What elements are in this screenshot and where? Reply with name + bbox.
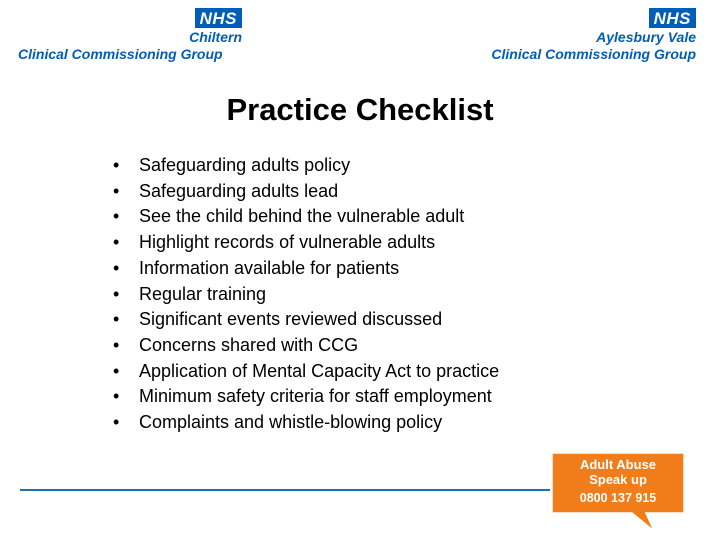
- bullet-icon: •: [113, 257, 120, 278]
- bullet-icon: •: [113, 386, 120, 407]
- logo-org-name: Chiltern: [189, 29, 242, 45]
- checklist-item-label: Information available for patients: [139, 257, 400, 278]
- checklist-item-label: Significant events reviewed discussed: [139, 309, 443, 330]
- bullet-icon: •: [113, 283, 120, 304]
- checklist-item: [111, 359, 499, 385]
- checklist-item-label: Highlight records of vulnerable adults: [139, 232, 436, 253]
- badge-line2: Speak up: [589, 472, 647, 487]
- checklist: [111, 153, 499, 436]
- checklist-item-label: Concerns shared with CCG: [139, 334, 359, 355]
- bullet-icon: •: [113, 360, 120, 381]
- bullet-icon: •: [113, 334, 120, 355]
- checklist-item: [111, 256, 499, 282]
- checklist-item-label: Safeguarding adults policy: [139, 155, 351, 175]
- checklist-item: [111, 384, 499, 410]
- bullet-icon: •: [113, 309, 120, 330]
- checklist-item-label: Application of Mental Capacity Act to practice: [139, 360, 500, 381]
- bullet-icon: •: [113, 206, 120, 227]
- checklist-item-label: See the child behind the vulnerable adult: [139, 206, 465, 227]
- checklist-item: [111, 179, 499, 205]
- checklist-item-label: Regular training: [139, 283, 267, 304]
- checklist-item: [111, 230, 499, 256]
- aylesbury-vale-ccg-logo: [491, 8, 696, 63]
- checklist-item: [111, 153, 499, 179]
- bullet-icon: •: [113, 412, 120, 433]
- checklist-item-label: Safeguarding adults lead: [139, 180, 339, 201]
- divider: [20, 489, 550, 491]
- checklist-item: [111, 410, 499, 436]
- checklist-item-label: Minimum safety criteria for staff employment: [139, 386, 492, 407]
- page-title: Practice Checklist: [226, 92, 494, 127]
- checklist-item: [111, 204, 499, 230]
- bullet-icon: •: [113, 180, 120, 201]
- badge-line1: Adult Abuse: [579, 457, 657, 472]
- bullet-icon: •: [113, 155, 120, 175]
- checklist-item: [111, 307, 499, 333]
- logo-org-group: Clinical Commissioning Group: [491, 46, 696, 62]
- checklist-item: [111, 333, 499, 359]
- nhs-badge: NHS: [649, 8, 696, 28]
- bullet-icon: •: [113, 232, 120, 253]
- checklist-item-label: Complaints and whistle-blowing policy: [139, 412, 443, 433]
- logo-org-name: Aylesbury Vale: [596, 29, 696, 45]
- adult-abuse-badge: [548, 451, 688, 533]
- nhs-badge: NHS: [195, 8, 242, 28]
- badge-phone: 0800 137 915: [579, 491, 657, 505]
- checklist-item: [111, 282, 499, 308]
- chiltern-ccg-logo: [18, 8, 242, 63]
- logo-org-group: Clinical Commissioning Group: [18, 46, 223, 62]
